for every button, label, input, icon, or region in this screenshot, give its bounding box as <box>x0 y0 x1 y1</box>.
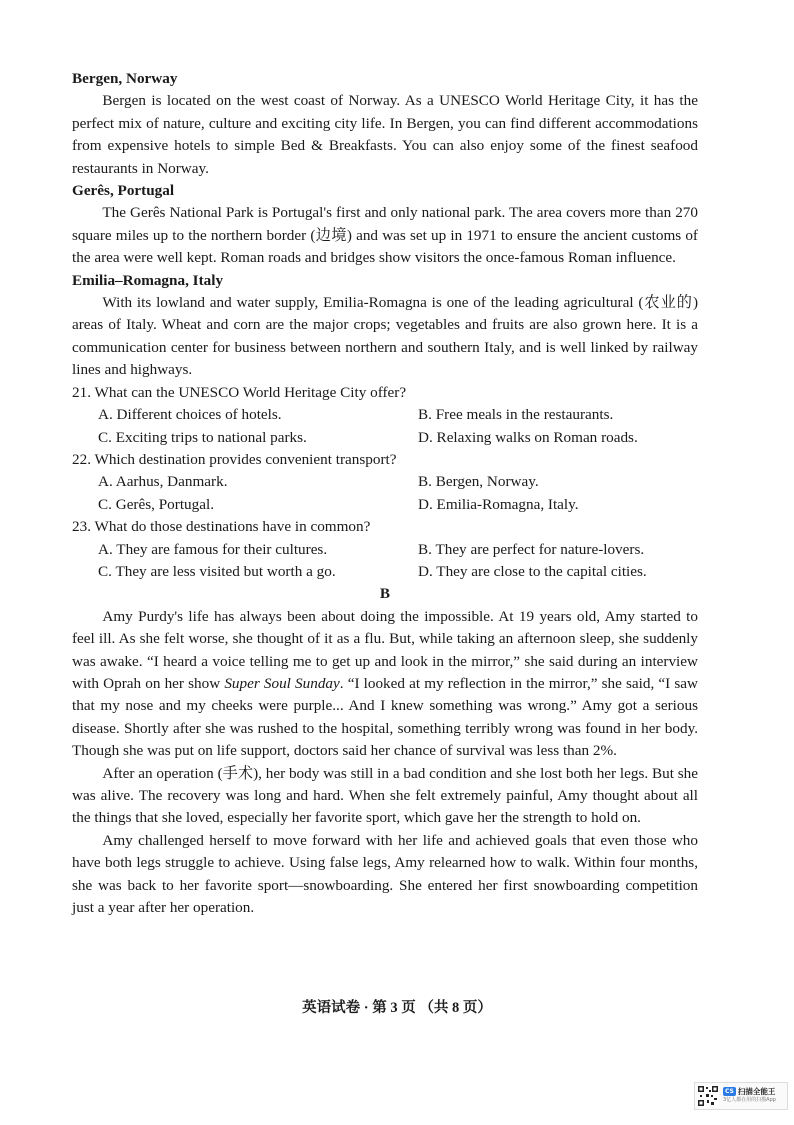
show-title: Super Soul Sunday <box>224 674 340 692</box>
section-b-label: B <box>379 585 391 603</box>
option-b: B. They are perfect for nature-lovers. <box>418 540 645 558</box>
option-a: A. Different choices of hotels. <box>98 406 282 424</box>
destination-text-bergen: Bergen is located on the west coast of Norway. As a UNESCO World Heritage City, it has the perfect mix of nature, culture and exciting city life. In Bergen, you can find different accommodations from expensive hotels to simple Bed & Breakfasts. You can also enjoy some of the finest seafood restaurants in Norway. <box>72 92 698 177</box>
scanner-tagline: 3亿人都在用的扫描App <box>723 1097 776 1103</box>
destination-heading-geres: Gerês, Portugal <box>72 182 175 200</box>
question-22 <box>72 449 698 516</box>
option-c: C. Gerês, Portugal. <box>98 495 214 513</box>
amy-paragraph-2: After an operation (手术), her body was still in a bad condition and she lost both her legs. But she was alive. The recovery was long and hard. When she felt extremely painful, Amy thought about all the things that she loved, especially her favorite sport, which gave her the strength to hold on. <box>72 764 698 827</box>
destination-text-geres: The Gerês National Park is Portugal's first and only national park. The area covers more than 270 square miles up to the northern border (边境) and was set up in 1971 to ensure the ancient customs of the area were well kept. Roman roads and bridges show visitors the once-famous Roman influence. <box>72 204 698 267</box>
amy-paragraph-3: Amy challenged herself to move forward with her life and achieved goals that even those who have both legs struggle to achieve. Using false legs, Amy relearned how to walk. Within four months, she was back to her favorite sport—snowboarding. She entered her first snowboarding competition just a year after her operation. <box>72 831 698 917</box>
destination-text-emilia: With its lowland and water supply, Emilia-Romagna is one of the leading agricultural (农业的) areas of Italy. Wheat and corn are the major crops; vegetables and fruits are also grown here. It is a communication center for business between northern and southern Italy, and is well linked by railway lines and highways. <box>72 294 698 379</box>
option-c: C. Exciting trips to national parks. <box>98 428 307 446</box>
question-options <box>98 404 698 449</box>
question-options <box>98 471 698 516</box>
question-23 <box>72 516 698 583</box>
question-options <box>98 539 698 584</box>
destination-heading-bergen: Bergen, Norway <box>72 70 178 87</box>
option-a: A. Aarhus, Danmark. <box>98 473 228 491</box>
option-b: B. Free meals in the restaurants. <box>418 406 614 424</box>
scanner-name: 扫描全能王 <box>737 1087 776 1096</box>
amy-p1-start: Amy Purdy's life has always been about doing the impossible. At 19 years old, Amy started to feel ill. As she felt worse, she thought of it as a flu. But, while taking an afternoon sleep, she suddenly was awake. “I heard a voice telling me to get up and look in the mirror,” she said during an interview with Oprah on her show <box>72 607 698 692</box>
scanner-logo <box>723 1087 776 1096</box>
question-stem: 23. What do those destinations have in common? <box>72 518 371 536</box>
option-d: D. Emilia-Romagna, Italy. <box>418 495 579 513</box>
amy-p1-end: . “I looked at my reflection in the mirror,” she said, “I saw that my nose and my cheeks were purple... And I knew something was wrong.” Amy got a serious disease. Shortly after she was rushed to the hospital, something terribly wrong was found in her body. Though she was put on life support, doctors said her chance of survival was less than 2%. <box>72 674 698 760</box>
cs-badge: CS <box>725 1088 734 1095</box>
page-footer: 英语试卷 · 第 3 页 （共 8 页） <box>302 1000 492 1016</box>
question-stem: 22. Which destination provides convenient transport? <box>72 450 397 468</box>
option-d: D. Relaxing walks on Roman roads. <box>418 428 638 446</box>
destination-heading-emilia: Emilia–Romagna, Italy <box>72 271 224 289</box>
qr-code-icon <box>697 1085 719 1107</box>
option-c: C. They are less visited but worth a go. <box>98 562 336 580</box>
scanner-watermark <box>694 1082 788 1110</box>
question-21 <box>72 382 698 449</box>
option-a: A. They are famous for their cultures. <box>98 540 328 558</box>
scanner-brand <box>723 1087 776 1105</box>
option-b: B. Bergen, Norway. <box>418 473 539 491</box>
exam-page <box>72 68 698 919</box>
question-stem: 21. What can the UNESCO World Heritage City offer? <box>72 383 407 401</box>
option-d: D. They are close to the capital cities. <box>418 562 647 580</box>
amy-paragraph-1 <box>72 606 698 763</box>
